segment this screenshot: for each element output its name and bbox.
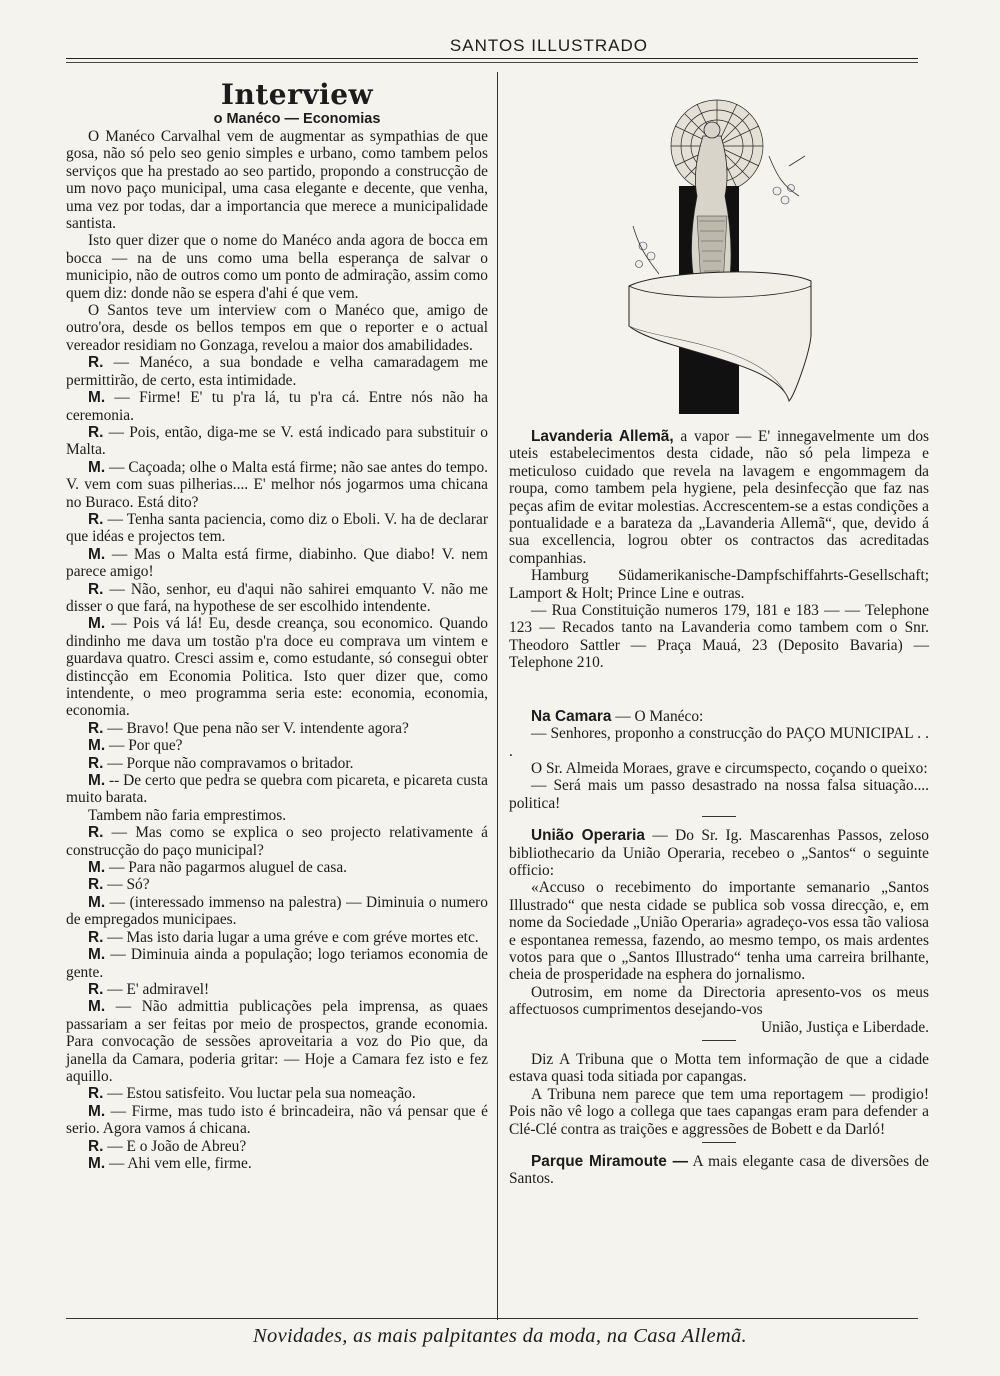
interview-paragraph: O Santos teve um interview com o Manéco que, amigo de outro'ora, desde os bellos tempos em que o reporter e o actual vereador residiam no Gonzaga, revelou a maior dos amabilidades. — [66, 302, 488, 354]
lavanderia-illustration — [619, 96, 819, 414]
dialogue-line — [66, 824, 488, 859]
lavanderia-text: a vapor — E' innegavelmente um dos uteis estabelecimentos desta cidade, não só pela limpeza e meticuloso cuidado que revela na lavagem e engommagem da roupa, como tambem pela hygiene, pela desinfecção que faz nas peças afim de evitar molestias. Accrescentem-se a estas condições a pontualidade e a barateza da „Lavanderia Allemã“, que, devido á sua excellencia, logrou obter os contractos das acreditadas companhias. — [509, 428, 930, 567]
dialogue-text: — Porque não compravamos o britador. — [103, 754, 354, 772]
speaker-label: R. — [88, 354, 104, 372]
dialogue-text: — Firme, mas tudo isto é brincadeira, não vá pensar que é serio. Agora vamos á chicana. — [66, 1102, 488, 1138]
interview-paragraph: O Manéco Carvalhal vem de augmentar as sympathias de que gosa, não só pelo seo genio simples e urbano, como tambem pelos serviços que ha prestado ao seo partido, propondo a construcção de um novo paço municipal, uma casa elegante e decente, que venha, uma vez por todas, dar a importancia que merece a municipalidade santista. — [66, 128, 488, 233]
uniao-paragraph: Outrosim, em nome da Directoria apresento-vos os meus affectuosos cumprimentos desejando-vos — [509, 983, 929, 1019]
dialogue-line — [66, 859, 488, 876]
camara-paragraph: — Senhores, proponho a construcção do PAÇO MUNICIPAL . . . — [509, 725, 929, 760]
section-rule — [702, 1040, 736, 1041]
tribuna-paragraph: Diz A Tribuna que o Motta tem informação de que a cidade estava quasi toda sitiada por capangas. — [509, 1051, 929, 1086]
dialogue-text: — Caçoada; olhe o Malta está firme; não sae antes do tempo. V. vem com suas pilherias.... E' melhor nós jogarmos uma chicana no Buraco. Está dito? — [66, 458, 488, 511]
lavanderia-paragraph: — Rua Constituição numeros 179, 181 e 183 — — Telephone 123 — Recados tanto na Lavanderia como tambem com o Snr. Theodoro Sattler — Praça Mauá, 23 (Deposito Bavaria) — Telephone 210. — [509, 602, 929, 672]
dialogue-text: — Ahi vem elle, firme. — [105, 1154, 252, 1172]
dialogue-text: Tambem não faria emprestimos. — [88, 806, 287, 824]
speaker-label: M. — [88, 615, 106, 633]
dialogue-line — [66, 1155, 488, 1172]
footer-advert: Novidades, as mais palpitantes da moda, na Casa Allemã. — [253, 1325, 747, 1347]
speaker-label: R. — [88, 1137, 104, 1155]
dialogue-line — [66, 755, 488, 772]
dialogue-text: -- De certo que pedra se quebra com picareta, e picareta custa muito barata. — [66, 772, 488, 807]
speaker-label: M. — [88, 772, 106, 790]
speaker-label: M. — [88, 545, 106, 563]
speaker-label: R. — [88, 719, 104, 737]
dialogue-line — [66, 546, 488, 581]
speaker-label: M. — [88, 737, 106, 755]
dialogue-text: — Tenha santa paciencia, como diz o Eboli. V. ha de declarar que idéas e projectos tem. — [66, 510, 488, 546]
footer-rule — [66, 1318, 918, 1319]
dialogue-line — [66, 981, 488, 998]
interview-column — [66, 80, 488, 1172]
speaker-label: M. — [88, 859, 106, 877]
speaker-label: R. — [88, 580, 104, 598]
news-column — [509, 96, 929, 1188]
dialogue-text: — Firme! E' tu p'ra lá, tu p'ra cá. Entre nós não ha ceremonia. — [66, 389, 488, 424]
dialogue-text: — Bravo! Que pena não ser V. intendente agora? — [103, 719, 409, 737]
speaker-label: M. — [88, 893, 106, 911]
dialogue-text: — Mas como se explica o seo projecto relativamente á construcção do paço municipal? — [66, 824, 488, 859]
dialogue-line — [66, 1085, 488, 1102]
speaker-label: R. — [88, 423, 104, 441]
lavanderia-heading: Lavanderia Allemã, — [531, 428, 674, 445]
dialogue-line — [66, 946, 488, 981]
dialogue-text: — Não admittia publicações pela imprensa, as quaes passariam a ser feitas por meio de prospectos, grande economia. Para convocação de sessões aproveitaria a voz do Pio que, da janella da Camara, poderia gritar: — Hoje a Camara fez isto e fez aquillo. — [66, 998, 488, 1085]
column-divider — [497, 72, 498, 1320]
dialogue-text: — Pois vá lá! Eu, desde creança, sou economico. Quando dindinho me dava um tostão p'ra doce eu comprava um vintem e guardava quatro. Cresci assim e, como estudante, só consegui obter distincção em Economia Politica. Isto quer dizer que, como intendente, o meo programma seria este: economia, economia, economia. — [66, 615, 488, 720]
speaker-label: M. — [88, 1154, 106, 1172]
dialogue-line — [66, 511, 488, 546]
interview-title: Interview — [220, 78, 374, 111]
parque-text: A mais elegante casa de diversões de Santos. — [509, 1153, 929, 1188]
interview-subtitle: o Manéco — Economias — [213, 111, 381, 127]
speaker-label: M. — [88, 1102, 106, 1120]
dialogue-line — [66, 894, 488, 929]
dialogue-text: — Mas isto daria lugar a uma gréve e com gréve mortes etc. — [103, 928, 479, 946]
masthead — [66, 36, 918, 59]
dialogue-line — [66, 876, 488, 893]
dialogue-text: — Só? — [103, 876, 150, 894]
speaker-label: M. — [88, 998, 106, 1016]
dialogue-line — [66, 720, 488, 737]
parque-heading: Parque Miramoute — — [531, 1153, 688, 1171]
dialogue-line — [66, 389, 488, 424]
dialogue-line — [66, 998, 488, 1085]
uniao-signature: União, Justiça e Liberdade. — [761, 1018, 929, 1036]
camara-text: — O Manéco: — [611, 707, 704, 725]
dialogue-line — [66, 354, 488, 389]
dialogue-line — [66, 929, 488, 946]
speaker-label: R. — [88, 510, 104, 528]
speaker-label: R. — [88, 928, 104, 946]
section-rule — [702, 1142, 736, 1143]
dialogue-line — [66, 807, 488, 824]
camara-paragraph: O Sr. Almeida Moraes, grave e circumspecto, coçando o queixo: — [531, 759, 928, 777]
speaker-label: M. — [88, 458, 106, 476]
dialogue-text: — E o João de Abreu? — [103, 1137, 247, 1155]
publication-title: SANTOS ILLUSTRADO — [449, 36, 648, 55]
dialogue-line — [66, 459, 488, 511]
dialogue-text: — Manéco, a sua bondade e velha camaradagem me permittirão, de certo, esta intimidade. — [66, 354, 488, 389]
dialogue-line — [66, 1138, 488, 1155]
uniao-paragraph: «Accuso o recebimento do importante semanario „Santos Illustrado“ que nesta cidade se publica sob vossa direcção, e, em nome da Sociedade „União Operaria» agradeço-vos essa tão valiosa e espontanea remessa, fazendo, ao mesmo tempo, os mais ardentes votos para que o „Santos Illustrado“ tenha uma carreira brilhante, cheia de prosperidade na esphera do jornalismo. — [509, 879, 929, 984]
interview-paragraph: Isto quer dizer que o nome do Manéco anda agora de bocca em bocca — na de uns como uma bella esperança de salvar o municipio, não de outros como um ponto de admiração, assim como quem diz: donde não se espera d'ahi é que vem. — [66, 232, 488, 302]
dialogue-text: — Diminuia ainda a população; logo teriamos economia de gente. — [66, 946, 488, 981]
dialogue-text: — E' admiravel! — [103, 980, 210, 998]
dialogue-text: — Para não pagarmos aluguel de casa. — [105, 859, 347, 877]
section-rule — [702, 816, 736, 817]
dialogue-text: — Pois, então, diga-me se V. está indicado para substituir o Malta. — [66, 423, 488, 459]
interview-dialogue — [66, 354, 488, 1172]
speaker-label: R. — [88, 876, 104, 894]
uniao-heading: União Operaria — [531, 827, 645, 845]
dialogue-line — [66, 615, 488, 719]
tribuna-paragraph: A Tribuna nem parece que tem uma reportagem — prodigio! Pois não vê logo a collega que taes capangas eram para defender a Clé-Clé contra as traições e aggressões de Bobett e da Darló! — [509, 1085, 929, 1138]
dialogue-text: — Estou satisfeito. Vou luctar pela sua nomeação. — [103, 1085, 416, 1103]
speaker-label: M. — [88, 946, 106, 964]
dialogue-text: — (interessado immenso na palestra) — Diminuia o numero de empregados municipaes. — [66, 893, 488, 929]
dialogue-line — [66, 1103, 488, 1138]
masthead-rule — [66, 62, 918, 63]
speaker-label: R. — [88, 754, 104, 772]
dialogue-line — [66, 772, 488, 807]
dialogue-line — [66, 424, 488, 459]
uniao-text: — Do Sr. Ig. Mascarenhas Passos, zeloso bibliothecario da União Operaria, recebeo o „Santos“ o seguinte officio: — [509, 827, 929, 879]
speaker-label: M. — [88, 389, 106, 407]
dialogue-line — [66, 581, 488, 616]
speaker-label: R. — [88, 980, 104, 998]
camara-paragraph: — Será mais um passo desastrado na nossa falsa situação.... politica! — [509, 777, 929, 812]
dialogue-text: — Por que? — [105, 737, 183, 755]
camara-heading: Na Camara — [531, 707, 612, 725]
speaker-label: R. — [88, 824, 104, 842]
lavanderia-paragraph: Hamburg Südamerikanische-Dampfschiffahrts-Gesellschaft; Lamport & Holt; Prince Line e outras. — [509, 567, 929, 602]
dialogue-text: — Mas o Malta está firme, diabinho. Que diabo! V. nem parece amigo! — [66, 545, 488, 581]
speaker-label: R. — [88, 1085, 104, 1103]
dialogue-text: — Não, senhor, eu d'aqui não sahirei emquanto V. não me disser o que fará, na hypothese de ser escolhido intendente. — [66, 580, 488, 615]
dialogue-line — [66, 737, 488, 754]
